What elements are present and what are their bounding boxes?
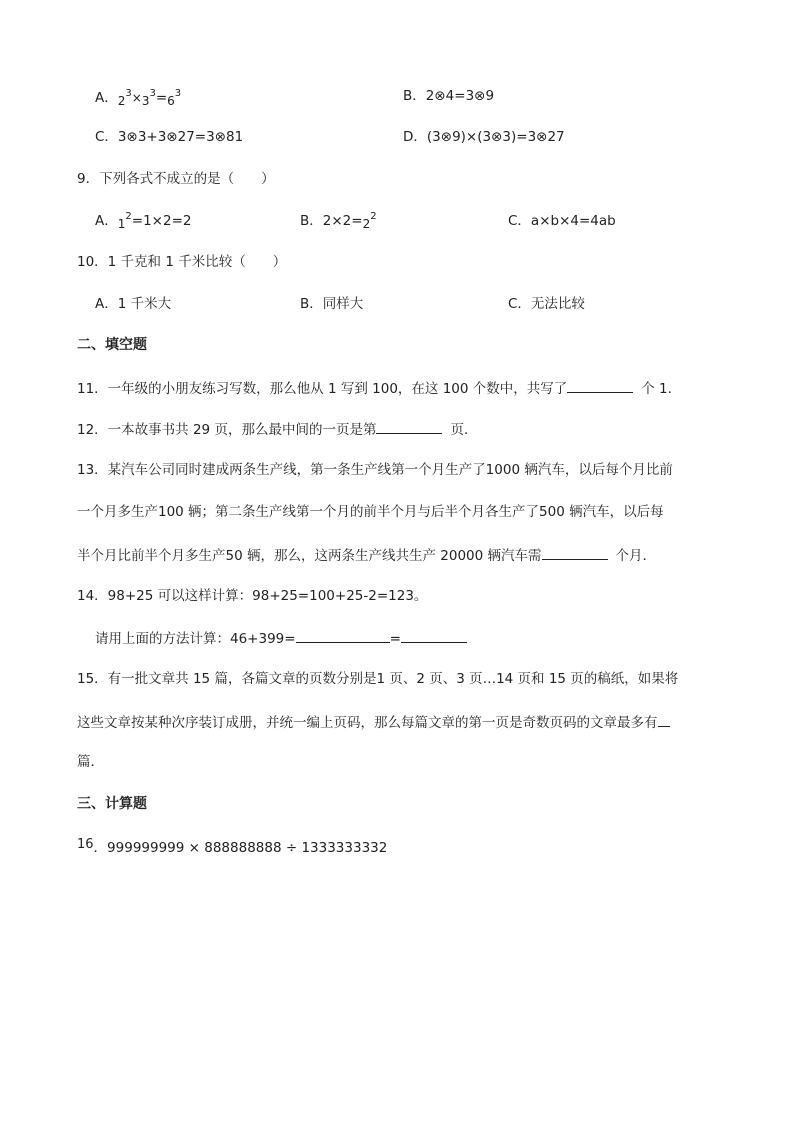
answer-blank[interactable] [567,377,633,393]
q9-stem: 9．下列各式不成立的是（ ） [77,171,275,187]
q13-text: 半个月比前半个月多生产50 辆，那么，这两条生产线共生产 20000 辆汽车需 [77,548,542,564]
equals-sign: = [389,631,401,647]
q11-text: 11．一年级的小朋友练习写数，那么他从 1 写到 100，在这 100 个数中，共写了 [77,381,568,397]
power-exponent: 3 [174,88,182,99]
q13-line-1: 13．某汽车公司同时建成两条生产线，第一条生产线第一个月生产了1000 辆汽车，以后每个月比前 [77,462,673,478]
q10-option-c: C．无法比较 [508,296,585,312]
answer-blank[interactable] [296,627,390,643]
q10-option-a: A．1 千米大 [95,296,172,312]
answer-blank[interactable] [376,418,442,434]
power-base: 2 [117,94,126,108]
q13-line-2: 一个月多生产100 辆；第二条生产线第一个月的前半个月与后半个月各生产了500 辆汽车，以后每 [77,504,664,520]
q16 [77,838,387,859]
q10-stem: 10．1 千克和 1 千米比较（ ） [77,254,287,270]
q9-option-a [95,211,191,233]
q9-option-b [300,211,377,233]
q13-line-3 [77,544,656,566]
option-text: B．2×2= [300,213,363,229]
q16-expression: ．999999999 × 888888888 ÷ 1333333332 [93,840,388,856]
power-exponent: 2 [370,211,377,222]
section-calculation-title: 三、计算题 [77,796,147,812]
q11 [77,377,681,399]
q11-tail: 个 1． [641,381,682,397]
equals-sign: = [155,90,168,106]
q12 [77,418,477,440]
q8-option-d: D．(3⊗9)×(3⊗3)=3⊗27 [403,129,565,145]
section-fill-in-title: 二、填空题 [77,337,147,353]
option-text: =1×2=2 [131,213,192,229]
power-base: 3 [141,94,150,108]
q15-line-2 [77,711,670,733]
q8-option-b: B．2⊗4=3⊗9 [403,88,495,104]
q10-option-b: B．同样大 [300,296,364,312]
q14-line-1: 14．98+25 可以这样计算：98+25=100+25-2=123。 [77,588,428,604]
q15-text: 这些文章按某种次序装订成册，并统一编上页码，那么每篇文章的第一页是奇数页码的文章最多有 [77,715,658,731]
q12-tail: 页． [450,422,478,438]
times-sign: × [131,91,142,105]
q14-prompt: 请用上面的方法计算：46+399= [95,631,296,647]
q8-option-a [95,88,181,110]
option-letter: A． [95,90,118,106]
power-exponent: 3 [125,88,132,99]
option-letter: A． [95,213,118,229]
answer-blank[interactable] [542,544,608,560]
power-exponent: 3 [149,88,156,99]
q14-line-2 [95,627,467,649]
power-base: 6 [167,94,175,108]
q13-tail: 个月． [615,548,656,564]
power-base: 1 [117,217,126,231]
q12-text: 12．一本故事书共 29 页，那么最中间的一页是第 [77,422,377,438]
q9-option-c: C．a×b×4=4ab [508,213,616,229]
power-exponent: 2 [125,211,132,222]
answer-blank[interactable] [658,711,670,727]
q16-number: 16 [77,837,94,852]
answer-blank[interactable] [401,627,467,643]
q15-line-3: 篇． [77,754,104,770]
q8-option-c: C．3⊗3+3⊗27=3⊗81 [95,129,244,145]
power-base: 2 [362,217,371,231]
q15-line-1: 15．有一批文章共 15 篇，各篇文章的页数分别是1 页、2 页、3 页…14 页和 15 页的稿纸，如果将 [77,671,679,687]
